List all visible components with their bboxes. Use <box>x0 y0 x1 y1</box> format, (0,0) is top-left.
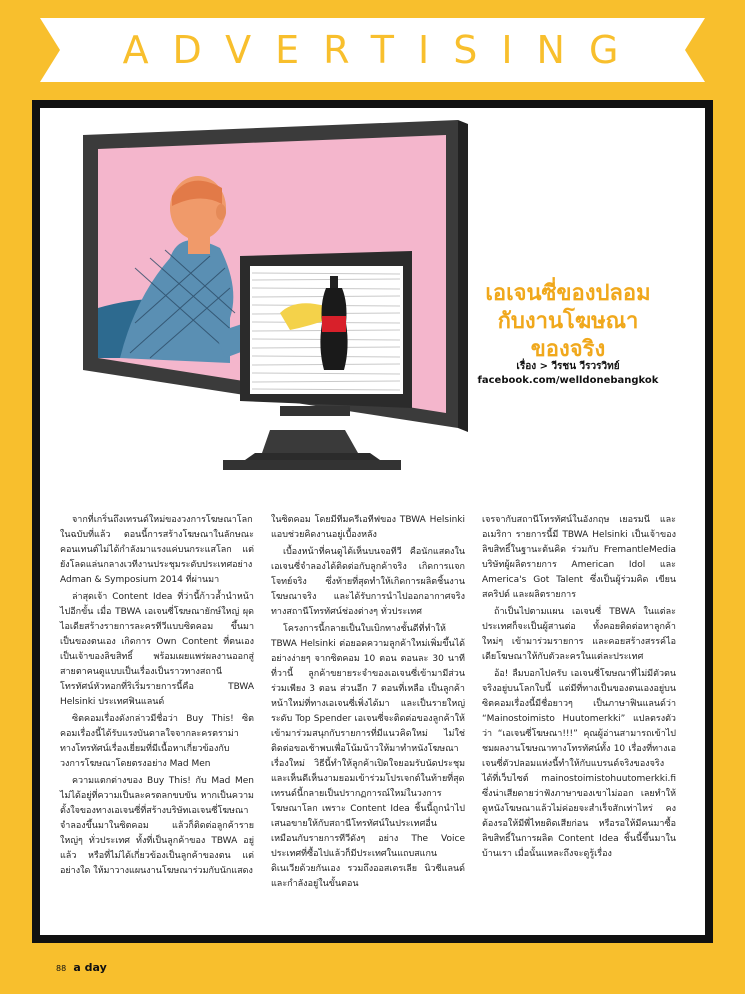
paragraph: จากที่เกริ่นถึงเทรนด์ใหม่ของวงการโฆษณาโลกในฉบับที่แล้ว ตอนนี้การสร้างโฆษณาในลักษณะคอนเทนต์ไม่ได้กำลังมาแรงแค่บนกระแสโลก แต่ยังโลดแล่นกลางเวทีงานประชุมระดับประเทศอย่าง Adman & Symposium 2014 ที่ผ่านมา <box>60 515 254 585</box>
paragraph: อ้อ! ลืมบอกไปครับ เอเจนซี่โฆษณาที่ไม่มีตัวตนจริงอยู่บนโลกใบนี้ แต่มีที่ทางเป็นของตนเองอยู่บนซิตคอมเรื่องนี้มีชื่อยาวๆ เป็นภาษาฟินแลนด์ว่า “Mainostoimisto Huutomerkki” แปลตรงตัวว่า “เอเจนซี่โฆษณา!!!” คุณผู้อ่านสามารถเข้าไปชมผลงานโฆษณาทางโทรทัศน์ทั้ง 10 เรื่องที่ทางเอเจนซี่ตัวปลอมแห่งนี้ทำให้กับแบรนด์จริงของจริงได้ที่เว็บไซต์ mainostoimistohuutomerkki.fi ซึ่งน่าเสียดายว่าฟังภาษาของเขาไม่ออก เลยทำให้ดูหนังโฆษณาแล้วไม่ค่อยจะสำเร็จสักเท่าไหร่ คงต้องรอให้มีพี่ไทยติดเสียก่อน หรือรอให้มีคนมาซื้อลิขสิทธิ์ในการผลิต Content Idea ชิ้นนี้ขึ้นมาในบ้านเรา เมื่อนั้นแหละถึงจะดูรู้เรื่อง <box>482 669 676 859</box>
headline-line-2: กับงานโฆษณา <box>497 309 639 334</box>
paragraph: เบื้องหน้าที่คนดูได้เห็นบนจอทีวี คือนักแสดงในเอเจนซี่จำลองได้ติดต่อกับลูกค้าจริง เกิดการแจกโจทย์จริง ซึ่งท้ายที่สุดทำให้เกิดการผลิตชิ้นงานโฆษณาจริง และได้รับการนำไปออกอากาศจริงทางสถานีโทรทัศน์ช่องต่างๆ ทั่วประเทศ <box>271 547 465 617</box>
magazine-name: a day <box>73 961 107 974</box>
article-page <box>40 108 705 935</box>
author-credit: เรื่อง > วีรชน วีรวรวิทย์ <box>516 361 620 372</box>
text-column-3 <box>482 513 676 864</box>
facebook-link[interactable]: facebook.com/welldonebangkok <box>477 375 659 386</box>
section-title: ADVERTISING <box>122 28 643 72</box>
article-headline <box>448 280 688 364</box>
page-footer <box>56 961 107 974</box>
paragraph: ในซิตคอม โดยมีทีมครีเอทีฟของ TBWA Helsinki แอบช่วยคิดงานอยู่เบื้องหลัง <box>271 515 465 540</box>
paragraph: โครงการนี้กลายเป็นใบเบิกทางชั้นดีที่ทำให้ TBWA Helsinki ต่อยอดความลูกค้าใหม่เพิ่มขึ้นได้อย่างง่ายๆ จากซิตคอม 10 ตอน ตอนละ 30 นาที ที่วานี้ ลูกค้าขยายระจำของเอเจนซี่เข้ามามีส่วนร่วมเพียง 3 ตอน ส่วนอีก 7 ตอนที่เหลือ เป็นลูกค้าหน้าใหม่ที่ทางเอเจนซี่เพิ่งได้มา และเป็นรายใหญ่ระดับ Top Spender เอเจนซี่จะติดต่อของลูกค้าให้เข้ามาร่วมสนุกกับรายการที่มีแนวคิดใหม่ ไม่ใช่ติดต่อขอเช้าพบเพื่อโน้มน้าวให้มาทำหนังโฆษณาเรื่องใหม่ วิธีนี้ทำให้ลูกค้าเปิดใจยอมรับนัดประชุมและเห็นดีเห็นงามยอมเข้าร่วมโปรเจกต์ในท้ายที่สุด เทรนด์นี้กลายเป็นปรากฏการณ์ใหม่ในวงการโฆษณาโลก เพราะ Content Idea ชิ้นนี้ถูกนำไปเสนอขายให้กับสถานีโทรทัศน์ในประเทศอื่น เหมือนกับรายการทีวีดังๆ อย่าง The Voice ประเทศที่ซื้อไปแล้วก็มีประเทศในแถบสแกนดิเนเวียด้วยกันเอง รวมถึงออสเตรเลีย นิวซีแลนด์ และกำลังอยู่ในขั้นตอน <box>271 624 465 889</box>
text-column-2 <box>271 513 465 894</box>
paragraph: ล่าสุดเจ้า Content Idea ที่ว่านี้ก้าวล้ำนำหน้าไปอีกขั้น เมื่อ TBWA เอเจนซี่โฆษณายักษ์ใหญ่ ผุดไอเดียสร้างรายการละครทีวีแบบซิตคอม ขึ้นมาเป็นของตนเอง เกิดการ Own Content ที่ตนเองเป็นเจ้าของลิขสิทธิ์ พร้อมเผยแพร่ผลงานออกสู่สายตาคนดูแบบเป็นเรื่องเป็นราวทางสถานีโทรทัศน์หัวหอกที่ริเริ่มรายการนี้คือ TBWA Helsinki ประเทศฟินแลนด์ <box>60 592 254 707</box>
headline-line-3: ของจริง <box>530 337 606 362</box>
page-number: 88 <box>56 964 67 973</box>
paragraph: ถ้าเป็นไปตามแผน เอเจนซี่ TBWA ในแต่ละประเทศก็จะเป็นผู้สานต่อ ทั้งคอยติดต่อหาลูกค้าใหม่ๆ เข้ามาร่วมรายการ และคอยสร้างสรรค์ไอเดียโฆษณาให้กับตัวละครในแต่ละประเทศ <box>482 607 676 662</box>
paragraph: ความแตกต่างของ Buy This! กับ Mad Men ไม่ได้อยู่ที่ความเป็นละครตลกขบขัน หากเป็นความตั้งใจของทางเอเจนซี่ที่สร้างบริษัทเอเจนซี่โฆษณาจำลองขึ้นมาในซิตคอม แล้วก็ติดต่อลูกค้ารายใหญ่ๆ ทั่วประเทศ ทั้งที่เป็นลูกค้าของ TBWA อยู่แล้ว หรือที่ไม่ได้เกี่ยวข้องเป็นลูกค้าของตน แต่อย่างใด ให้มาวางแผนงานโฆษณาร่วมกับนักแสดง <box>60 776 254 876</box>
paragraph: เจรจากับสถานีโทรทัศน์ในอังกฤษ เยอรมนี และอเมริกา รายการนี้มี TBWA Helsinki เป็นเจ้าของลิขสิทธิ์ในฐานะต้นคิด ร่วมกับ FremantleMedia บริษัทผู้ผลิตรายการ American Idol และ America's Got Talent ซึ่งเป็นผู้ร่วมคิด เขียนสคริปต์ และผลิตรายการ <box>482 515 676 600</box>
text-column-1 <box>60 513 254 881</box>
paragraph: ซิตคอมเรื่องดังกล่าวมีชื่อว่า Buy This! ซิตคอมเรื่องนี้ได้รับแรงบันดาลใจจากละครตราม่าทางโทรทัศน์เรื่องเยี่ยมที่มีเนื้อหาเกี่ยวข้องกับวงการโฆษณาโดยตรงอย่าง Mad Men <box>60 714 254 769</box>
advertising-banner <box>40 18 705 82</box>
article-frame <box>32 100 713 943</box>
article-byline <box>448 360 688 388</box>
headline-line-1: เอเจนซี่ของปลอม <box>485 281 651 306</box>
